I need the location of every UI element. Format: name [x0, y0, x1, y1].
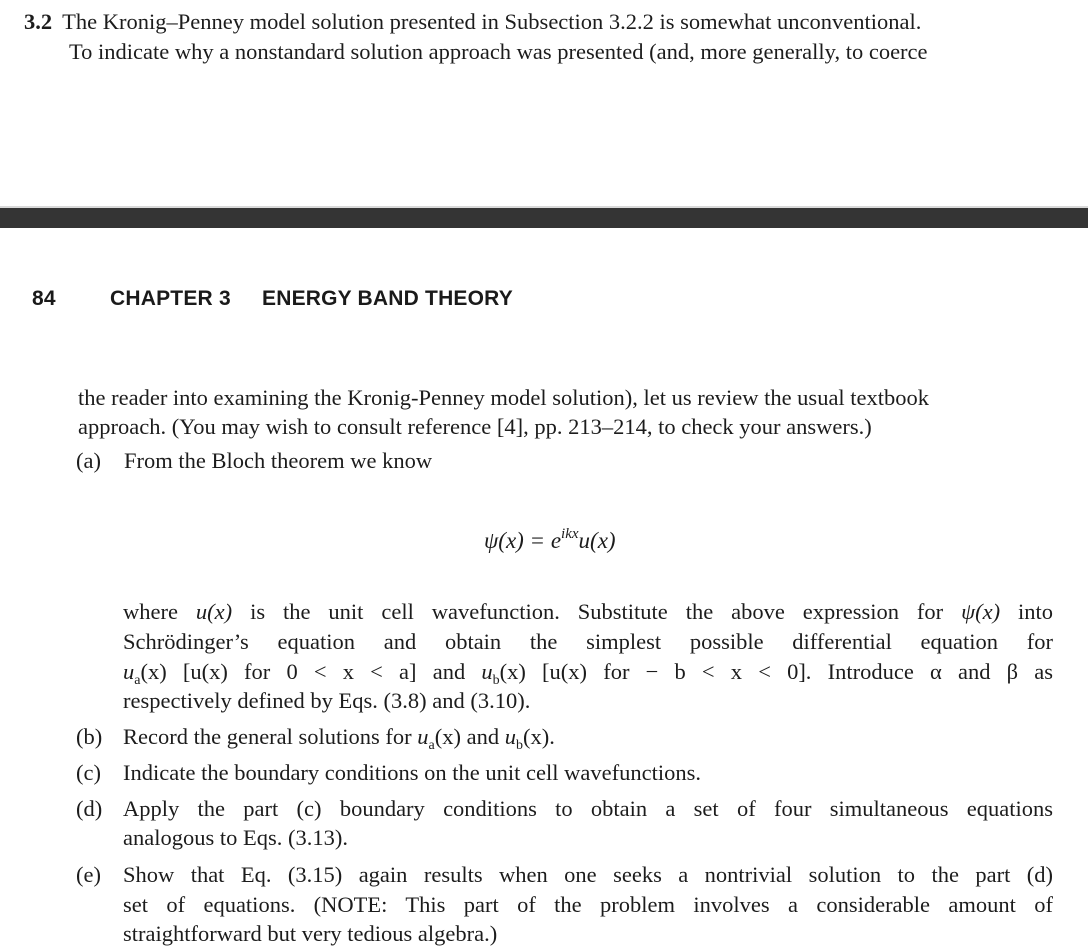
intro-line-2: approach. (You may wish to consult reference [4], pp. 213–214, to check your answers.) — [78, 414, 872, 439]
part-c-text: Indicate the boundary conditions on the unit cell wavefunctions. — [123, 760, 701, 785]
part-b-u-b: u — [504, 724, 516, 749]
chapter-title: ENERGY BAND THEORY — [262, 287, 513, 310]
u-a-subscript: a — [134, 673, 141, 688]
part-e-line-3: straightforward but very tedious algebra.) — [123, 921, 498, 946]
part-e-label: (e) — [76, 862, 101, 887]
problem-heading — [24, 6, 921, 38]
equation-lhs: ψ(x) = e — [484, 528, 562, 553]
part-a-text: From the Bloch theorem we know — [124, 448, 433, 473]
where-math-u: u(x) — [195, 599, 233, 624]
part-b-label: (b) — [76, 724, 103, 749]
where-text-b: is the unit cell wavefunction. Substitute the above expression for — [232, 599, 962, 624]
page-number: 84 — [32, 287, 56, 310]
part-e-line-1: Show that Eq. (3.15) again results when one seeks a nontrivial solution to the part (d) — [123, 862, 1053, 887]
page-divider-band — [0, 208, 1088, 228]
bloch-equation — [484, 518, 616, 557]
part-a-where-line-2: Schrödinger’s equation and obtain the simplest possible differential equation for — [123, 629, 1053, 654]
equation-rhs: u(x) — [578, 528, 616, 553]
part-b-sub-a: a — [428, 738, 435, 753]
part-a-label: (a) — [76, 448, 101, 473]
where-math-psi: ψ(x) — [961, 599, 1001, 624]
part-d-line-1: Apply the part (c) boundary conditions to obtain a set of four simultaneous equations — [123, 796, 1053, 821]
part-b-prefix: Record the general solutions for — [123, 724, 418, 749]
problem-line-1: The Kronig–Penney model solution presented in Subsection 3.2.2 is somewhat unconventional. — [62, 9, 922, 34]
where-text-a: where — [123, 599, 196, 624]
where-text-c: into — [1000, 599, 1053, 624]
part-c-label: (c) — [76, 760, 101, 785]
intro-line-1: the reader into examining the Kronig-Penney model solution), let us review the usual textbook — [78, 385, 930, 410]
u-b-symbol: u — [481, 659, 493, 684]
part-b-sub-b: b — [516, 738, 523, 753]
problem-line-2: To indicate why a nonstandard solution approach was presented (and, more generally, to coerce — [69, 39, 928, 64]
chapter-label: CHAPTER 3 — [110, 287, 231, 310]
part-d-line-2: analogous to Eqs. (3.13). — [123, 825, 348, 850]
equation-superscript: ikx — [561, 526, 579, 542]
part-b-text — [123, 722, 555, 761]
u-a-symbol: u — [123, 659, 135, 684]
part-b-mid: (x) and — [434, 724, 505, 749]
part-d-label: (d) — [76, 796, 103, 821]
part-a-where-line-4: respectively defined by Eqs. (3.8) and (3.10). — [123, 688, 531, 713]
where-line3-part2: (x) [u(x) for − b < x < 0]. Introduce α and β as — [499, 659, 1054, 684]
where-line3-part1: (x) [u(x) for 0 < x < a] and — [140, 659, 482, 684]
problem-number: 3.2 — [24, 9, 53, 34]
previous-page-fragment — [0, 0, 1088, 208]
part-a-where-line-1 — [123, 597, 1053, 627]
part-b-suffix: (x). — [523, 724, 555, 749]
u-b-subscript: b — [492, 673, 500, 688]
part-b-u-a: u — [417, 724, 429, 749]
part-e-line-2: set of equations. (NOTE: This part of the problem involves a considerable amount of — [123, 892, 1053, 917]
